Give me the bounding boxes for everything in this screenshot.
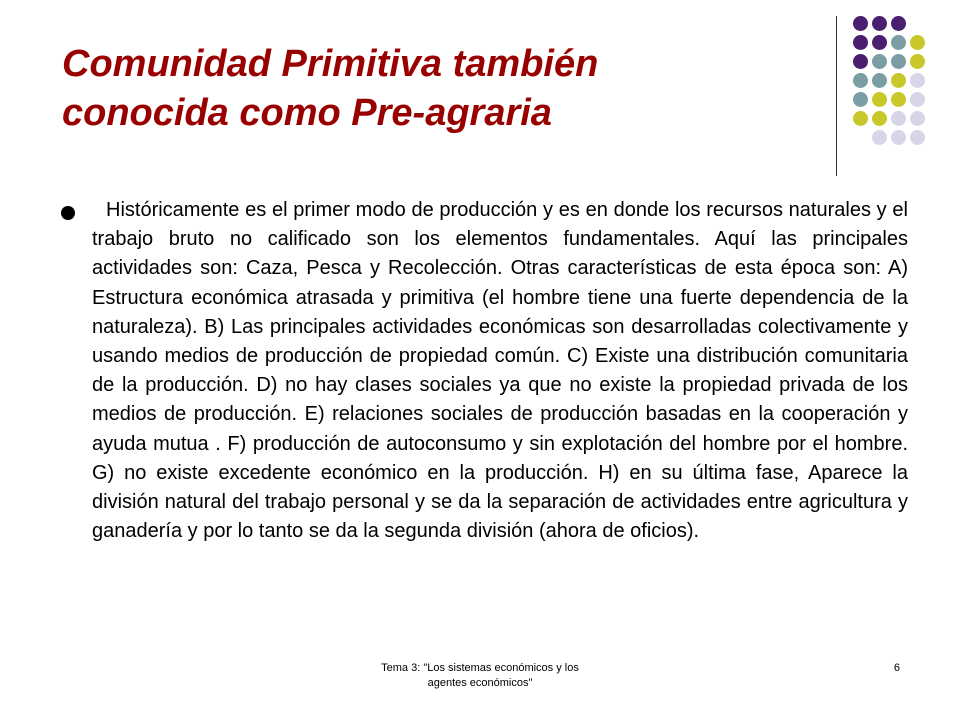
decorative-dot-teal [853, 73, 868, 88]
decorative-dot-teal [872, 73, 887, 88]
slide-title-line-1: Comunidad Primitiva también [62, 43, 599, 85]
decorative-vertical-line [836, 16, 837, 176]
bullet-icon [61, 206, 75, 220]
decorative-dot-yellow [891, 92, 906, 107]
footer-line-2: agentes económicos" [427, 677, 533, 689]
footer-caption [335, 661, 625, 691]
body-paragraph: Históricamente es el primer modo de producción y es en donde los recursos naturales y el trabajo bruto no calificado son los elementos fundamentales. Aquí las principales actividades son: Caza, Pesca y Recolección. Otras características de esta época son: A) Estructura económica atrasada y primitiva (el hombre tiene una fuerte dependencia de la naturaleza). B) Las principales actividades económicas son desarrolladas colectivamente y usando medios de producción de propiedad común. C) Existe una distribución comunitaria de la producción. D) no hay clases sociales ya que no existe la propiedad privada de los medios de producción. E) relaciones sociales de producción basadas en la cooperación y ayuda mutua . F) producción de autoconsumo y sin explotación del hombre por el hombre. G) no existe excedente económico en la producción. H) en su última fase, Aparece la división natural del trabajo personal y se da la separación de actividades entre agricultura y ganadería y por lo tanto se da la segunda división (ahora de oficios). [92, 199, 908, 543]
footer-line-1: Tema 3: "Los sistemas económicos y los [381, 662, 579, 674]
decorative-dot-yellow [872, 92, 887, 107]
decorative-dot-purple [853, 54, 868, 69]
decorative-dot-teal [872, 54, 887, 69]
decorative-dot-lavender [891, 111, 906, 126]
decorative-dot-yellow [872, 111, 887, 126]
decorative-dot-lavender [910, 111, 925, 126]
decorative-dot-yellow [910, 54, 925, 69]
decorative-dot-teal [891, 54, 906, 69]
page-number: 6 [893, 662, 900, 674]
decorative-dot-lavender [891, 130, 906, 145]
decorative-dot-purple [872, 35, 887, 50]
slide-title-line-2: conocida como Pre-agraria [62, 92, 552, 134]
decorative-dot-yellow [910, 35, 925, 50]
decorative-dot-lavender [910, 73, 925, 88]
decorative-dot-teal [853, 92, 868, 107]
decorative-dot-lavender [872, 130, 887, 145]
decorative-dot-purple [853, 35, 868, 50]
decorative-dot-yellow [853, 111, 868, 126]
decorative-dot-teal [891, 35, 906, 50]
decorative-dot-lavender [910, 130, 925, 145]
slide-title [62, 40, 782, 138]
decorative-dot-lavender [910, 92, 925, 107]
decorative-dot-purple [872, 16, 887, 31]
decorative-dot-yellow [891, 73, 906, 88]
decorative-dot-purple [891, 16, 906, 31]
decorative-dot-purple [853, 16, 868, 31]
